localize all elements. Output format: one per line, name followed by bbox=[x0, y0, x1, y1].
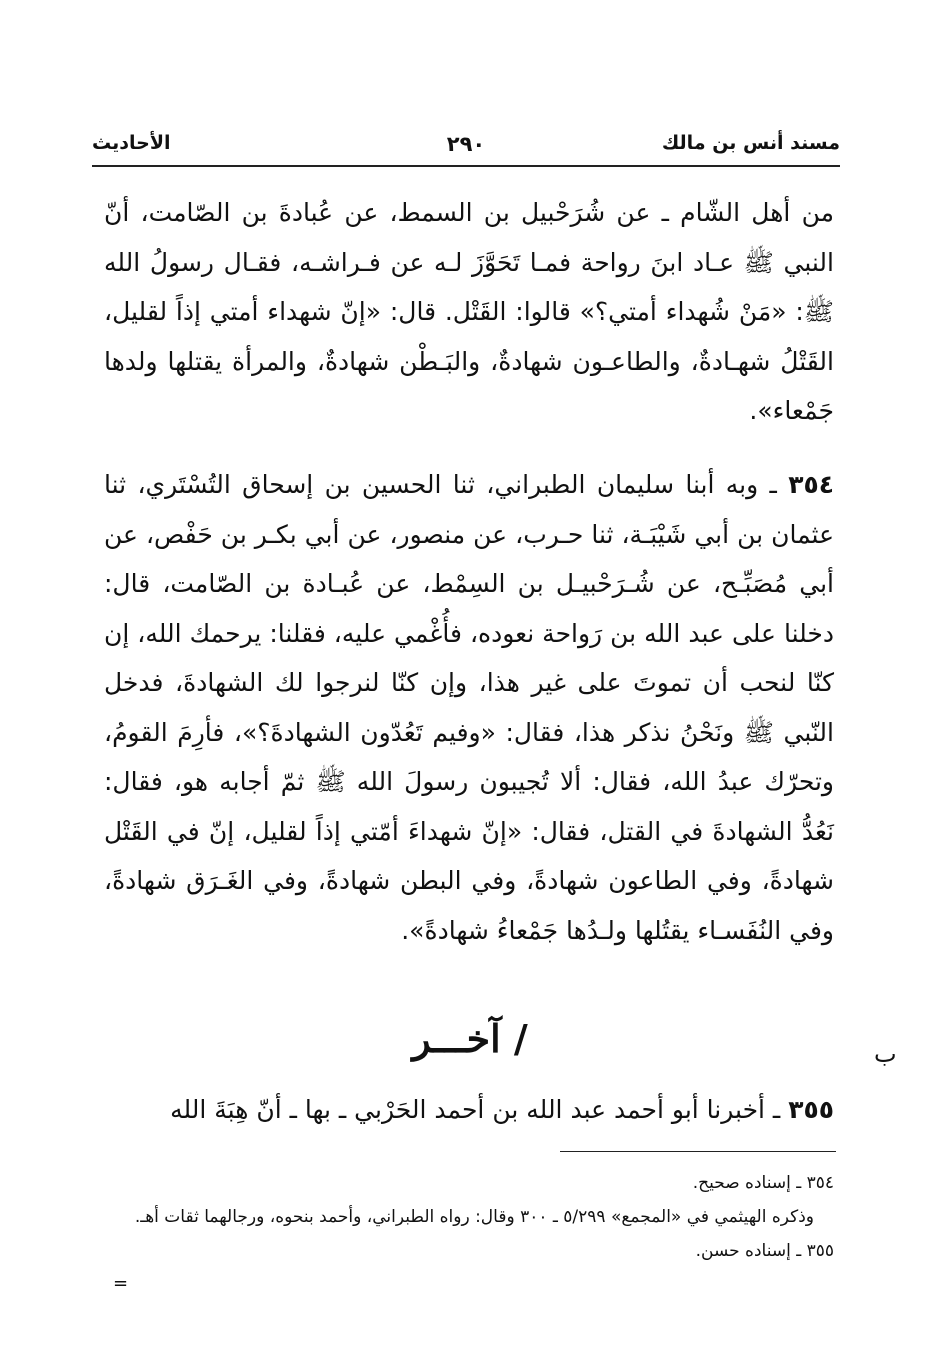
section-heading: / آخـــر bbox=[412, 1016, 528, 1061]
footnote-354-detail: وذكره الهيثمي في «المجمع» ٥/٢٩٩ ـ ٣٠٠ وقال: رواه الطبراني، وأحمد بنحوه، ورجالهما ثقات أهـ. bbox=[134, 1207, 814, 1227]
footnote-divider bbox=[560, 1151, 836, 1152]
footnote-355: ٣٥٥ ـ إسناده حسن. bbox=[695, 1241, 834, 1261]
continuation-text: من أهل الشّام ـ عن شُرَحْبيل بن السمط، عن عُبادةَ بن الصّامت، أنّ النبي ﷺ عـاد ابنَ رواحة فمـا تَحَوَّزَ لـه عن فـراشـه، فقـال رسولُ الله ﷺ: «مَنْ شُهداء أمتي؟» قالوا: القَتْل. قال: «إنّ شهداء أمتي إذاً لقليل، القَتْلُ شهـادةٌ، والطاعـون شهادةٌ، والبَـطْن شهادةٌ، والمرأة يقتلها ولدها جَمْعاء». bbox=[104, 198, 834, 425]
footnote-354: ٣٥٤ ـ إسناده صحيح. bbox=[692, 1173, 834, 1193]
page-number: ٢٩٠ bbox=[446, 132, 486, 156]
hadith-354 bbox=[104, 460, 834, 955]
paragraph-continuation bbox=[104, 188, 834, 436]
section-name: الأحاديث bbox=[92, 132, 171, 154]
hadith-number: ٣٥٤ bbox=[788, 470, 834, 499]
continuation-mark: = bbox=[113, 1273, 129, 1294]
footnotes bbox=[104, 1166, 834, 1268]
hadith-number: ٣٥٥ bbox=[788, 1095, 834, 1124]
hadith-text: ـ وبه أبنا سليمان الطبراني، ثنا الحسين بن إسحاق التُسْتَري، ثنا عثمان بن أبي شَيْبَـة، ثنا حـرب، عن منصور، عن أبي بكـر بن حَفْص، عن أبي مُصَبِّـح، عن شُـرَحْبيـل بن السِمْط، عن عُبـادة بن الصّامت، قال: دخلنا على عبد الله بن رَواحة نعوده، فأُغْمي عليه، فقلنا: يرحمك الله، إن كنّا لنحب أن تموتَ على غير هذا، وإن كنّا لنرجوا لك الشهادةَ، فدخل النّبي ﷺ ونَحْنُ نذكر هذا، فقال: «وفيم تَعُدّون الشهادةَ؟»، فأرِمَ القومُ، وتحرّك عبدُ الله، فقال: ألا تُجيبون رسولَ الله ﷺ ثمّ أجابه هو، فقال: نَعُدُّ الشهادةَ في القتل، فقال: «إنّ شهداءَ أمّتي إذاً لقليل، إنّ في القَتْل شهادةً، وفي الطاعون شهادةً، وفي البطن شهادةً، وفي الغَـرَق شهادةً، وفي النُفَسـاء يقتُلها ولـدُها جَمْعاءُ شهادةً». bbox=[104, 470, 834, 945]
header-divider bbox=[92, 165, 840, 167]
margin-marker: ب bbox=[874, 1040, 897, 1068]
hadith-text: ـ أخبرنا أبو أحمد عبد الله بن أحمد الحَرْبي ـ بها ـ أنّ هِبَةَ الله bbox=[170, 1095, 781, 1124]
hadith-355 bbox=[104, 1085, 834, 1135]
running-header bbox=[92, 128, 840, 164]
book-title: مسند أنس بن مالك bbox=[661, 132, 840, 154]
